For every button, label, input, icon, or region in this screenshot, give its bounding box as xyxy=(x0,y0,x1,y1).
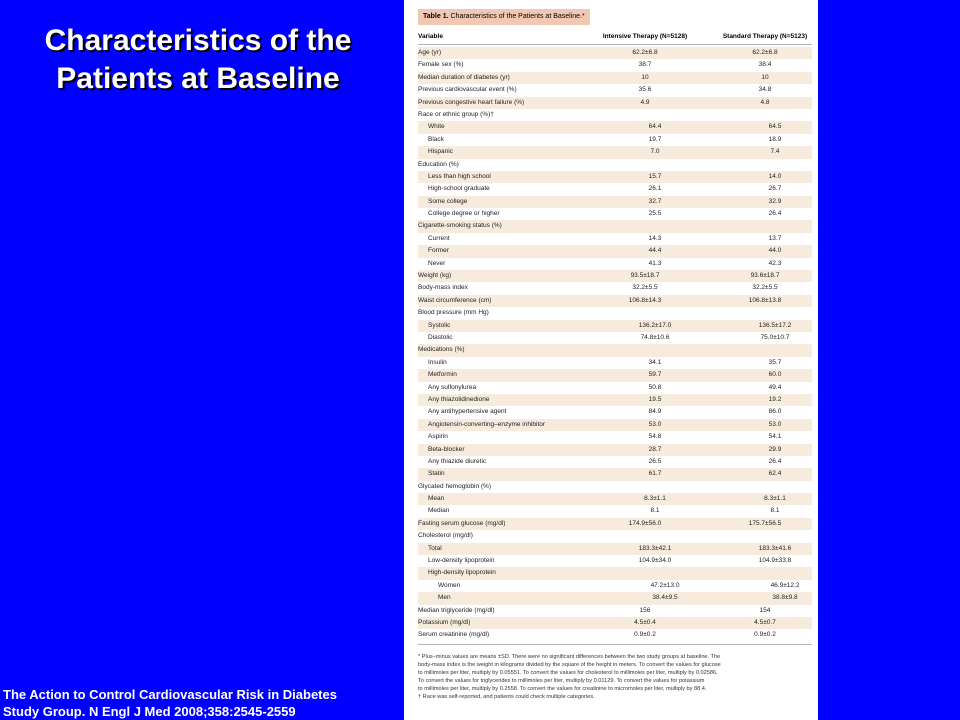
caption-badge xyxy=(418,9,590,25)
cell-variable: Previous cardiovascular event (%) xyxy=(418,86,517,94)
cell-intensive: 19.7 xyxy=(648,135,662,143)
cell-variable: Angiotensin-converting–enzyme inhibitor xyxy=(428,420,546,428)
cell-standard: 32.2±5.5 xyxy=(752,284,778,292)
cell-variable: Serum creatinine (mg/dl) xyxy=(418,631,490,639)
cell-intensive: 41.3 xyxy=(648,259,662,267)
cell-standard: 106.8±13.8 xyxy=(748,296,782,304)
cell-intensive: 38.7 xyxy=(638,61,652,69)
footnote-line: to millimoles per liter, multiply by 0.05551. To convert the values for cholesterol to millimoles per liter, multiply by 0.02586. xyxy=(418,669,718,676)
cell-intensive: 0.9±0.2 xyxy=(634,631,656,639)
table-row xyxy=(418,419,812,431)
cell-intensive xyxy=(578,307,712,319)
table-row xyxy=(418,233,812,245)
cell-intensive xyxy=(588,567,722,579)
cell-variable: Insulin xyxy=(428,358,447,366)
cell-intensive: 28.7 xyxy=(648,445,662,453)
cell-variable: Education (%) xyxy=(418,160,459,168)
cell-intensive: 84.9 xyxy=(648,408,662,416)
table-row xyxy=(418,258,812,270)
table-row xyxy=(418,59,812,71)
cell-variable: Systolic xyxy=(428,321,451,329)
cell-standard: 62.4 xyxy=(768,470,782,478)
cell-variable: Mean xyxy=(428,495,445,503)
table-bottom-rule xyxy=(418,644,812,645)
cell-standard: 49.4 xyxy=(768,383,782,391)
table-row xyxy=(418,592,812,604)
cell-variable: Glycated hemoglobin (%) xyxy=(418,482,491,490)
cell-intensive: 7.0 xyxy=(650,148,660,156)
table-row xyxy=(418,344,812,356)
cell-standard: 44.0 xyxy=(768,247,782,255)
cell-variable: Medications (%) xyxy=(418,346,465,354)
caption-text: Characteristics of the Patients at Baseline.* xyxy=(448,13,585,20)
citation xyxy=(3,686,403,720)
cell-variable: Beta-blocker xyxy=(428,445,465,453)
cell-variable: Diastolic xyxy=(428,333,453,341)
cell-variable: College degree or higher xyxy=(428,210,500,218)
cell-standard: 18.9 xyxy=(768,135,782,143)
table-row xyxy=(418,171,812,183)
table-row xyxy=(418,431,812,443)
cell-variable: Total xyxy=(428,544,442,552)
cell-intensive: 10 xyxy=(641,73,649,81)
table-row xyxy=(418,97,812,109)
table-row xyxy=(418,109,812,121)
cell-variable: Any antihypertensive agent xyxy=(428,408,507,416)
cell-intensive: 47.2±13.0 xyxy=(650,581,680,589)
cell-variable: Never xyxy=(428,259,446,267)
table-row xyxy=(418,580,812,592)
cell-standard: 4.8 xyxy=(760,98,770,106)
header-standard: Standard Therapy (N=5123) xyxy=(722,33,808,40)
cell-standard: 175.7±56.5 xyxy=(748,519,782,527)
cell-intensive xyxy=(578,220,712,232)
table-row xyxy=(418,47,812,59)
table-row xyxy=(418,72,812,84)
table-row xyxy=(418,444,812,456)
cell-intensive xyxy=(578,530,712,542)
cell-standard: 32.9 xyxy=(768,197,782,205)
cell-standard: 26.7 xyxy=(768,185,782,193)
cell-intensive: 32.2±5.5 xyxy=(632,284,658,292)
header-intensive: Intensive Therapy (N=5128) xyxy=(602,33,688,40)
cell-standard xyxy=(712,530,818,542)
cell-variable: Fasting serum glucose (mg/dl) xyxy=(418,519,506,527)
cell-intensive: 106.8±14.3 xyxy=(628,296,662,304)
cell-variable: Median xyxy=(428,507,450,515)
cell-standard: 34.8 xyxy=(758,86,772,94)
cell-standard: 19.2 xyxy=(768,395,782,403)
table-row xyxy=(418,518,812,530)
cell-variable: Potassium (mg/dl) xyxy=(418,618,471,626)
cell-standard: 8.3±1.1 xyxy=(764,495,786,503)
cell-intensive: 8.3±1.1 xyxy=(644,495,666,503)
cell-standard: 29.9 xyxy=(768,445,782,453)
cell-variable: Median duration of diabetes (yr) xyxy=(418,73,510,81)
cell-intensive: 26.5 xyxy=(648,457,662,465)
cell-intensive: 25.5 xyxy=(648,210,662,218)
cell-standard: 26.4 xyxy=(768,457,782,465)
cell-intensive: 38.4±9.5 xyxy=(652,594,678,602)
table-row xyxy=(418,183,812,195)
cell-standard: 46.9±12.2 xyxy=(770,581,800,589)
cell-intensive: 8.1 xyxy=(650,507,660,515)
cell-standard xyxy=(712,220,818,232)
footnote-line: To convert the values for triglycerides to millimoles per liter, multiply by 0.01129. To convert the values for potassium xyxy=(418,678,705,685)
cell-variable: Less than high school xyxy=(428,172,491,180)
cell-standard xyxy=(712,481,818,493)
table-row xyxy=(418,617,812,629)
table-row xyxy=(418,146,812,158)
cell-intensive: 59.7 xyxy=(648,371,662,379)
cell-intensive: 34.1 xyxy=(648,358,662,366)
cell-intensive: 15.7 xyxy=(648,172,662,180)
cell-intensive xyxy=(578,481,712,493)
cell-standard xyxy=(712,159,818,171)
table-row xyxy=(418,369,812,381)
cell-standard: 4.5±0.7 xyxy=(754,618,776,626)
cell-standard: 104.9±33.8 xyxy=(758,557,792,565)
cell-variable: Previous congestive heart failure (%) xyxy=(418,98,525,106)
cell-intensive: 14.3 xyxy=(648,234,662,242)
table-row xyxy=(418,332,812,344)
cell-variable: Cigarette-smoking status (%) xyxy=(418,222,502,230)
cell-variable: White xyxy=(428,123,445,131)
table-row xyxy=(418,159,812,171)
table-row xyxy=(418,456,812,468)
cell-standard: 10 xyxy=(761,73,769,81)
cell-intensive: 54.8 xyxy=(648,433,662,441)
cell-intensive: 74.8±10.6 xyxy=(640,333,670,341)
header-variable: Variable xyxy=(418,33,443,40)
cell-standard: 62.2±6.8 xyxy=(752,49,778,56)
cell-standard: 35.7 xyxy=(768,358,782,366)
cell-intensive: 50.8 xyxy=(648,383,662,391)
slide-title-line-2: Patients at Baseline xyxy=(56,62,340,95)
cell-intensive: 19.5 xyxy=(648,395,662,403)
cell-standard xyxy=(722,567,818,579)
cell-standard: 42.3 xyxy=(768,259,782,267)
cell-variable: Female sex (%) xyxy=(418,61,464,69)
table-row xyxy=(418,134,812,146)
footnote-line: to millimoles per liter, multiply by 0.2558. To convert the values for creatinine to micromoles per liter, multiply by 88.4. xyxy=(418,686,707,693)
cell-variable: Women xyxy=(438,581,461,589)
slide-title-line-1: Characteristics of the xyxy=(44,24,352,57)
cell-variable: Some college xyxy=(428,197,468,205)
cell-intensive: 32.7 xyxy=(648,197,662,205)
cell-intensive xyxy=(578,159,712,171)
cell-intensive: 61.7 xyxy=(648,470,662,478)
table-caption xyxy=(418,9,812,25)
table-row xyxy=(418,121,812,133)
table-row xyxy=(418,196,812,208)
cell-variable: Waist circumference (cm) xyxy=(418,296,492,304)
table-row xyxy=(418,270,812,282)
cell-standard: 64.5 xyxy=(768,123,782,131)
cell-intensive: 44.4 xyxy=(648,247,662,255)
cell-standard: 38.4 xyxy=(758,61,772,69)
cell-standard xyxy=(712,307,818,319)
cell-intensive: 4.9 xyxy=(640,98,650,106)
footnote-line: body-mass index is the weight in kilograms divided by the square of the height in meters. To convert the values for glucose xyxy=(418,661,721,668)
cell-standard: 75.0±10.7 xyxy=(760,333,790,341)
table-row xyxy=(418,543,812,555)
cell-standard: 53.0 xyxy=(768,420,782,428)
cell-intensive: 62.2±6.8 xyxy=(632,49,658,56)
cell-standard: 54.1 xyxy=(768,433,782,441)
cell-standard: 26.4 xyxy=(768,210,782,218)
table-row xyxy=(418,555,812,567)
cell-variable: Hispanic xyxy=(428,148,453,156)
cell-variable: Body-mass index xyxy=(418,284,468,292)
cell-intensive: 183.3±42.1 xyxy=(638,544,672,552)
table-row xyxy=(418,220,812,232)
cell-variable: Black xyxy=(428,135,444,143)
baseline-table-image xyxy=(404,0,818,720)
cell-standard: 14.0 xyxy=(768,172,782,180)
cell-variable: Any sulfonylurea xyxy=(428,383,477,391)
cell-variable: Aspirin xyxy=(428,433,448,441)
cell-standard xyxy=(712,109,818,121)
cell-variable: Blood pressure (mm Hg) xyxy=(418,309,489,317)
cell-variable: Current xyxy=(428,234,450,242)
slide-title xyxy=(0,22,396,98)
table-row xyxy=(418,394,812,406)
cell-intensive: 64.4 xyxy=(648,123,662,131)
cell-variable: Any thiazide diuretic xyxy=(428,457,487,465)
cell-standard: 136.5±17.2 xyxy=(758,321,792,329)
table-row xyxy=(418,629,812,641)
cell-intensive: 4.5±0.4 xyxy=(634,618,656,626)
cell-intensive: 93.5±18.7 xyxy=(630,272,660,280)
table-row xyxy=(418,357,812,369)
table-row xyxy=(418,320,812,332)
cell-intensive: 136.2±17.0 xyxy=(638,321,672,329)
table-row xyxy=(418,481,812,493)
table-row xyxy=(418,208,812,220)
cell-standard: 86.0 xyxy=(768,408,782,416)
cell-standard: 93.6±18.7 xyxy=(750,272,780,280)
table-row xyxy=(418,505,812,517)
table-row xyxy=(418,605,812,617)
table-row xyxy=(418,382,812,394)
cell-variable: Cholesterol (mg/dl) xyxy=(418,532,473,540)
cell-variable: Median triglyceride (mg/dl) xyxy=(418,606,495,614)
cell-variable: Men xyxy=(438,594,451,602)
citation-line-2: Study Group. N Engl J Med 2008;358:2545-2559 xyxy=(3,704,296,719)
table-header-row xyxy=(418,30,812,45)
cell-intensive xyxy=(578,344,712,356)
table-row xyxy=(418,245,812,257)
cell-variable: Former xyxy=(428,247,449,255)
cell-standard: 60.0 xyxy=(768,371,782,379)
cell-variable: Age (yr) xyxy=(418,49,442,56)
table-row xyxy=(418,307,812,319)
cell-variable: Any thiazolidinedione xyxy=(428,395,490,403)
footnote-line: * Plus–minus values are means ±SD. There were no significant differences between the two study groups at baseline. The xyxy=(418,653,721,660)
cell-variable: Low-density lipoprotein xyxy=(428,557,495,565)
cell-standard: 8.1 xyxy=(770,507,780,515)
cell-standard: 0.9±0.2 xyxy=(754,631,776,639)
table-row xyxy=(418,295,812,307)
cell-intensive: 156 xyxy=(639,606,651,614)
caption-label: Table 1. xyxy=(423,13,449,20)
cell-variable: Metformin xyxy=(428,371,457,379)
cell-variable: High-school graduate xyxy=(428,185,490,193)
cell-intensive xyxy=(578,109,712,121)
cell-intensive: 174.9±56.0 xyxy=(628,519,662,527)
cell-intensive: 53.0 xyxy=(648,420,662,428)
cell-variable: Race or ethnic group (%)† xyxy=(418,110,494,118)
cell-standard: 183.3±41.6 xyxy=(758,544,792,552)
table-row xyxy=(418,282,812,294)
table-row xyxy=(418,406,812,418)
cell-standard xyxy=(712,344,818,356)
table-body xyxy=(418,47,812,642)
table-row xyxy=(418,493,812,505)
table-row xyxy=(418,468,812,480)
cell-standard: 154 xyxy=(759,606,771,614)
table-row xyxy=(418,567,812,579)
cell-variable: Statin xyxy=(428,470,445,478)
table-row xyxy=(418,530,812,542)
cell-intensive: 35.6 xyxy=(638,86,652,94)
cell-standard: 13.7 xyxy=(768,234,782,242)
table-row xyxy=(418,84,812,96)
footnote-line: † Race was self-reported, and patients could check multiple categories. xyxy=(418,694,595,701)
cell-variable: High-density lipoprotein xyxy=(428,569,496,577)
cell-intensive: 104.9±34.0 xyxy=(638,557,672,565)
cell-standard: 38.8±9.8 xyxy=(772,594,798,602)
cell-intensive: 26.1 xyxy=(648,185,662,193)
cell-standard: 7.4 xyxy=(770,148,780,156)
table-footnotes xyxy=(418,653,812,702)
citation-line-1: The Action to Control Cardiovascular Risk in Diabetes xyxy=(3,687,337,702)
cell-variable: Weight (kg) xyxy=(418,272,452,280)
